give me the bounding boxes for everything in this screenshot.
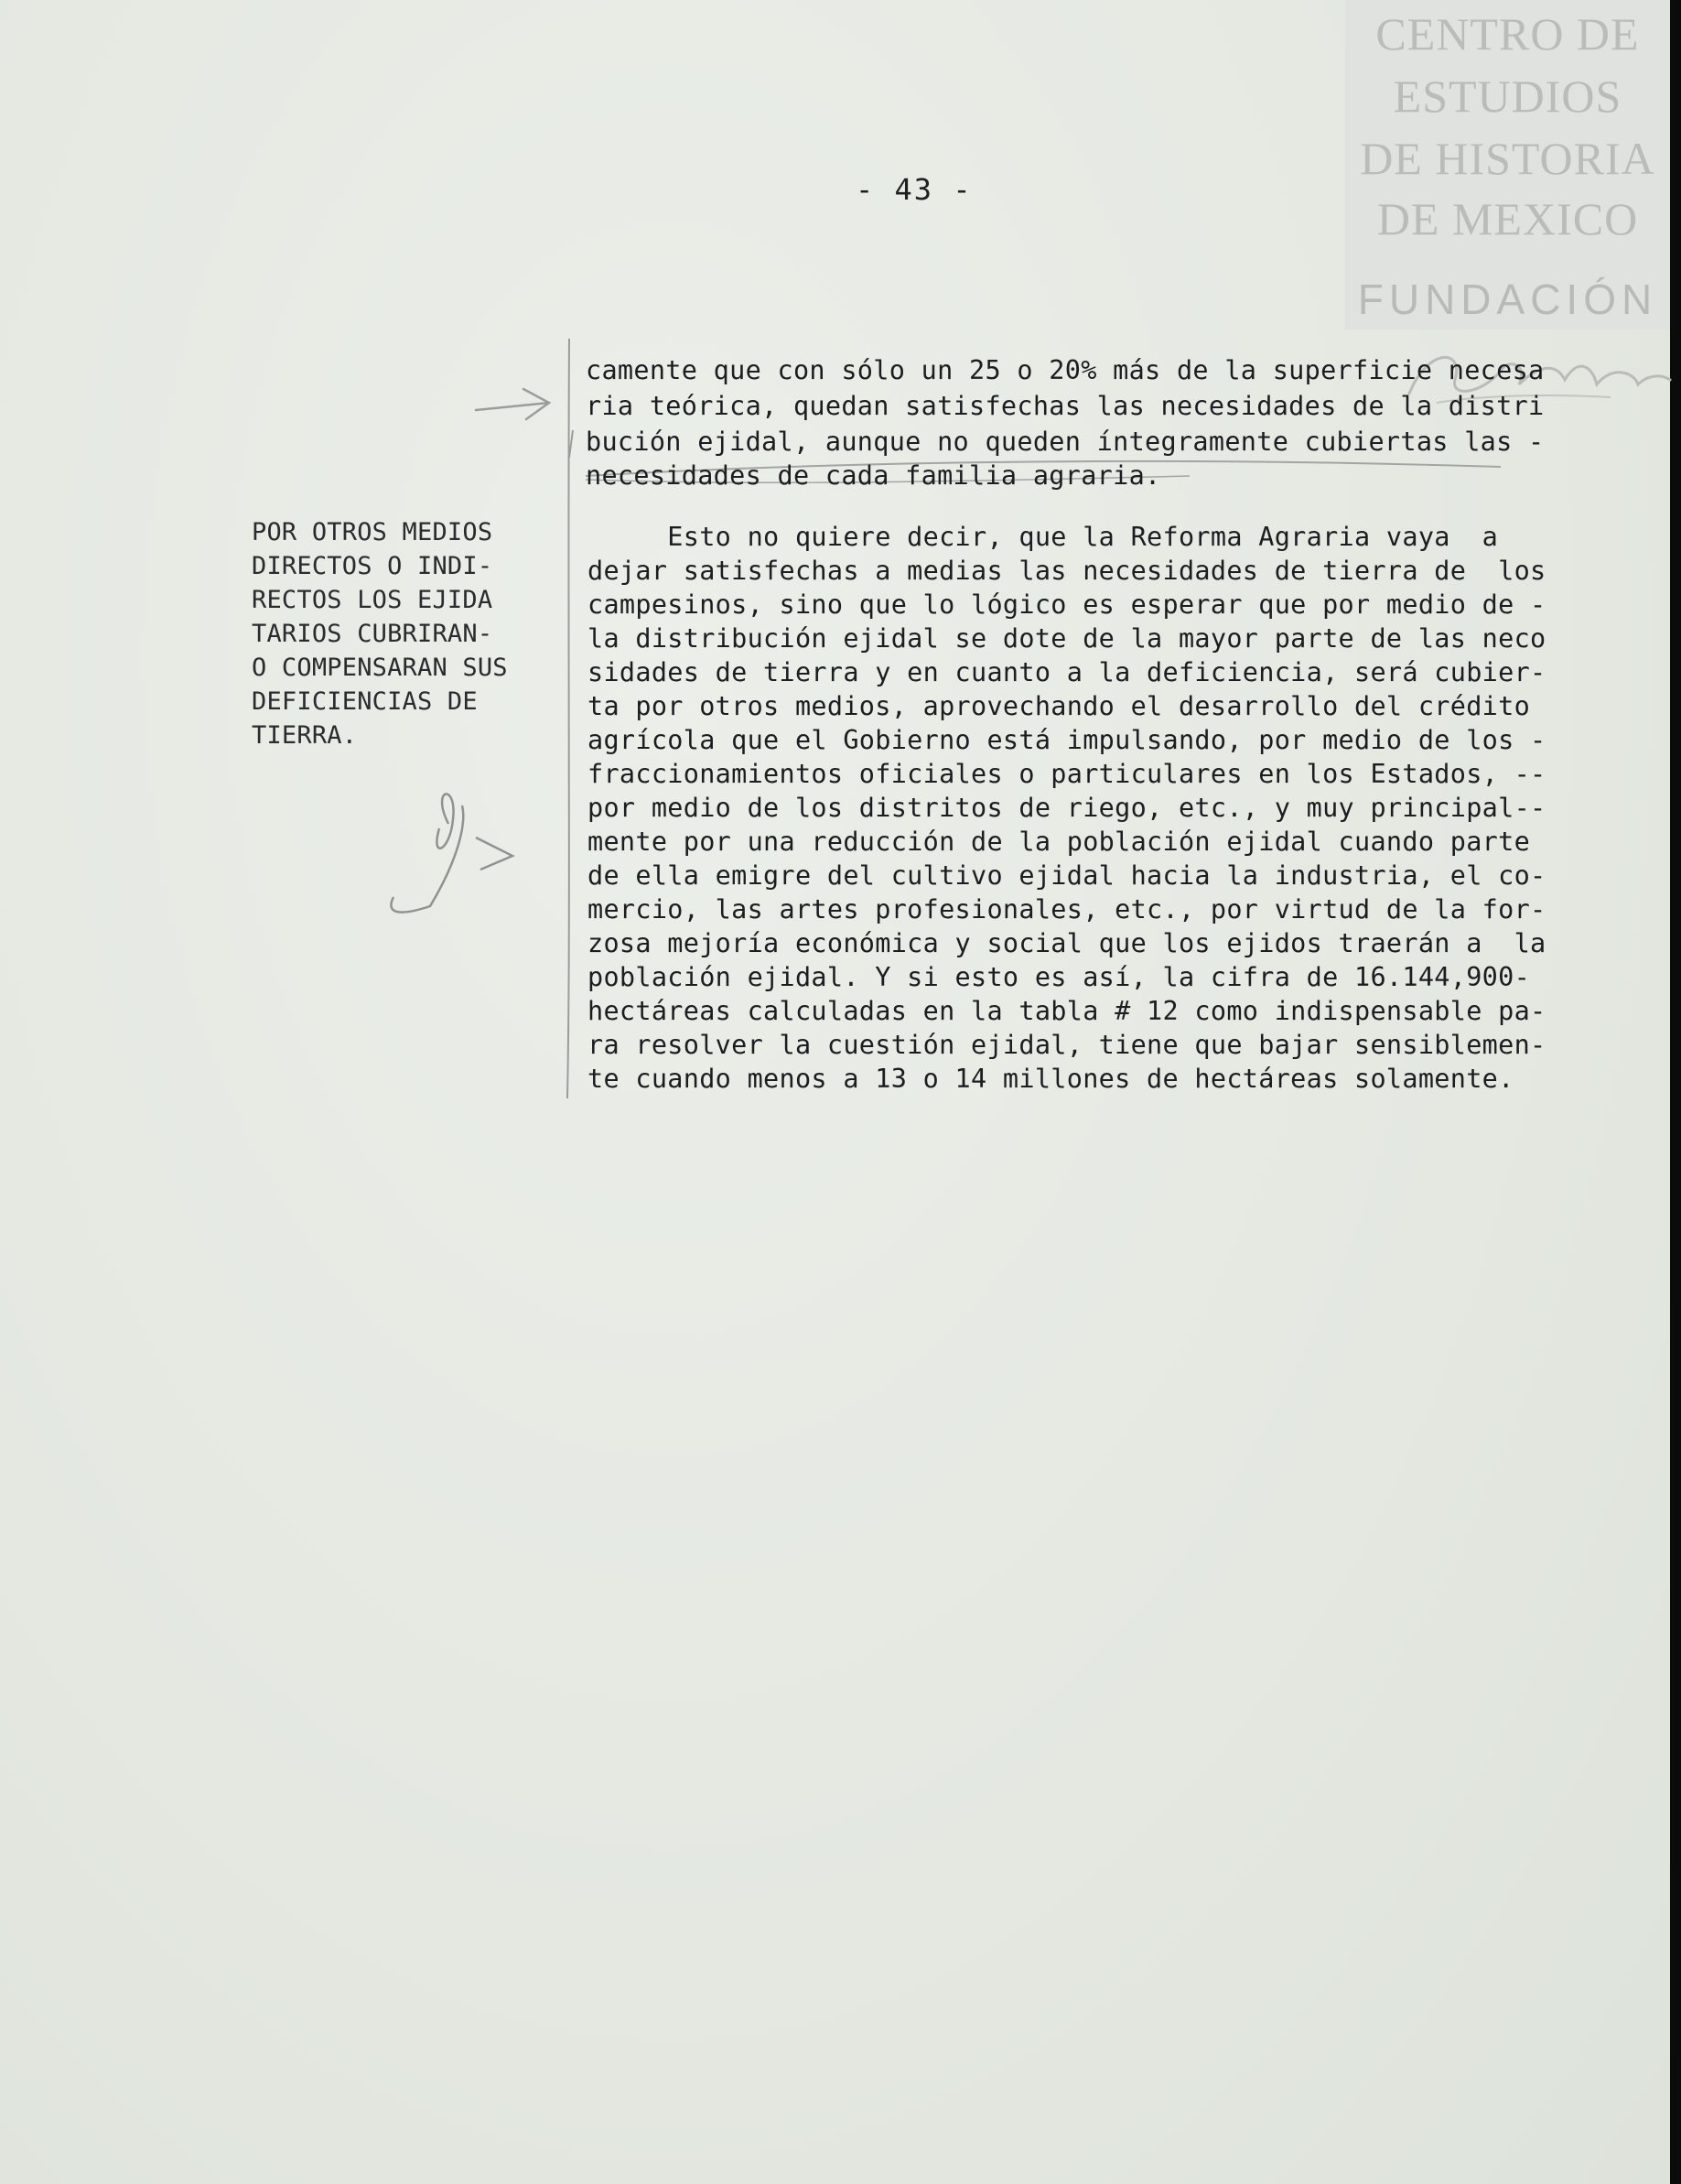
paragraph2-line-8: fraccionamientos oficiales o particulares en los Estados, --: [587, 759, 1546, 789]
paragraph1-line-2: ria teórica, quedan satisfechas las necesidades de la distri: [586, 391, 1545, 421]
paragraph1-line-1: camente que con sólo un 25 o 20% más de la superficie necesa: [586, 355, 1545, 385]
paragraph2-line-2: dejar satisfechas a medias las necesidades de tierra de los: [587, 556, 1546, 586]
paragraph2-line-1: Esto no quiere decir, que la Reforma Agraria vaya a: [587, 522, 1499, 552]
margin-note-line-2: DIRECTOS O INDI-: [252, 552, 493, 580]
paragraph2-line-16: ra resolver la cuestión ejidal, tiene que bajar sensiblemen-: [587, 1030, 1546, 1060]
paragraph2-line-17: te cuando menos a 13 o 14 millones de hectáreas solamente.: [587, 1064, 1514, 1094]
margin-note-line-3: RECTOS LOS EJIDA: [252, 586, 493, 614]
paragraph2-line-5: sidades de tierra y en cuanto a la deficiencia, será cubier-: [587, 657, 1546, 687]
paragraph2-line-15: hectáreas calculadas en la tabla # 12 como indispensable pa-: [587, 996, 1546, 1026]
margin-note-line-7: TIERRA.: [252, 721, 358, 750]
stamp-line-2: ESTUDIOS: [1393, 70, 1622, 122]
margin-note-line-5: O COMPENSARAN SUS: [252, 654, 508, 682]
paragraph2-line-6: ta por otros medios, aprovechando el desarrollo del crédito: [587, 691, 1531, 721]
stamp-line-4: DE MEXICO: [1376, 193, 1639, 244]
margin-note-line-1: POR OTROS MEDIOS: [252, 518, 493, 546]
stamp-foundation: FUNDACIÓN: [1357, 276, 1658, 323]
paragraph2-line-3: campesinos, sino que lo lógico es esperar que por medio de -: [587, 589, 1546, 620]
paragraph2-line-7: agrícola que el Gobierno está impulsando, por medio de los -: [587, 725, 1546, 755]
stamp-line-1: CENTRO DE: [1375, 8, 1640, 59]
paragraph2-line-4: la distribución ejidal se dote de la mayor parte de las neco: [587, 623, 1546, 654]
paragraph1-line-3: bución ejidal, aunque no queden íntegramente cubiertas las -: [586, 427, 1545, 457]
paragraph2-line-10: mente por una reducción de la población ejidal cuando parte: [587, 827, 1531, 857]
stamp-line-3: DE HISTORIA: [1360, 133, 1655, 184]
paragraph2-line-13: zosa mejoría económica y social que los ejidos traerán a la: [587, 928, 1546, 958]
margin-note-line-4: TARIOS CUBRIRAN-: [252, 620, 493, 648]
paragraph2-line-14: población ejidal. Y si esto es así, la cifra de 16.144,900-: [587, 962, 1531, 992]
paragraph1-line-4: necesidades de cada familia agraria.: [586, 460, 1161, 491]
paragraph2-line-11: de ella emigre del cultivo ejidal hacia la industria, el co-: [587, 860, 1546, 891]
paragraph2-line-12: mercio, las artes profesionales, etc., por virtud de la for-: [587, 894, 1546, 924]
page-number: - 43 -: [856, 172, 973, 207]
margin-note-line-6: DEFICIENCIAS DE: [252, 687, 478, 716]
paragraph2-line-9: por medio de los distritos de riego, etc., y muy principal--: [587, 793, 1546, 823]
